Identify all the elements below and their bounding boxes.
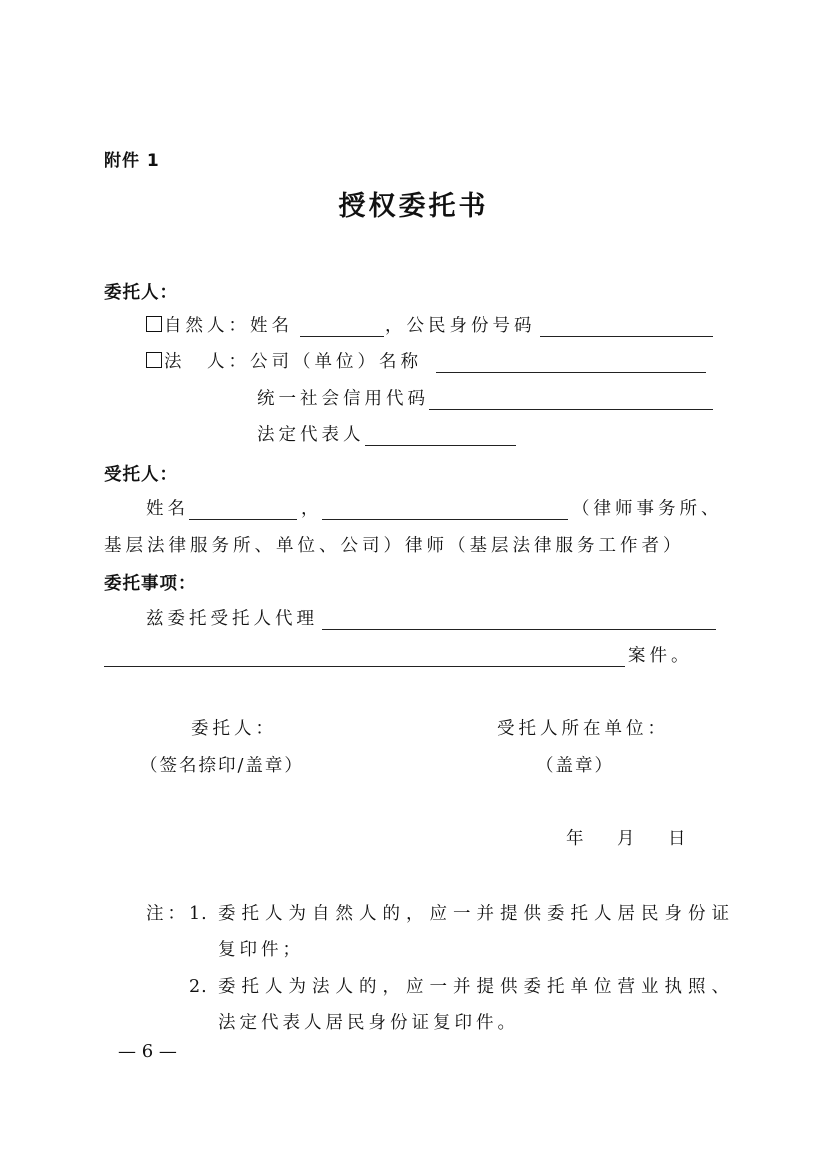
note-2-line-1: 委托人为法人的，应一并提供委托单位营业执照、 [218,977,735,997]
principal-heading: 委托人： [104,283,178,303]
document-title: 授权委托书 [338,191,489,222]
agent-unit-note: （盖章） [536,756,614,776]
agent-unit-label: 受托人所在单位： [497,719,669,739]
note-2-line-2: 法定代表人居民身份证复印件。 [218,1013,519,1033]
matter-heading: 委托事项： [104,574,197,594]
sign-date: 年 月 日 [566,829,694,849]
matter-suffix: 案件。 [628,646,693,666]
company-name-blank[interactable] [436,372,706,373]
note-2-number: 2. [189,977,208,997]
natural-person-label: 自然人：姓名 [164,316,293,336]
page-number: — 6 — [118,1041,177,1062]
agent-org-suffix: （律师事务所、 [572,499,723,519]
note-1-line-2: 复印件； [218,940,304,960]
attachment-label: 附件 1 [104,151,160,171]
legal-person-row [146,350,422,374]
legal-person-label: 法 人：公司（单位）名称 [164,352,422,372]
legal-person-checkbox[interactable] [146,352,162,368]
agent-name-blank[interactable] [189,519,297,520]
agent-line2: 基层法律服务所、单位、公司）律师（基层法律服务工作者） [104,536,685,556]
principal-sign-note: （签名捺印/盖章） [140,756,304,776]
natural-person-row [146,314,293,338]
legal-rep-blank[interactable] [365,445,516,446]
legal-rep-label: 法定代表人 [257,425,365,445]
name-blank[interactable] [300,336,384,337]
id-label: ，公民身份号码 [385,316,536,336]
matter-blank-2[interactable] [104,666,625,667]
natural-person-checkbox[interactable] [146,316,162,332]
agent-name-label: 姓名 [146,499,189,519]
credit-code-blank[interactable] [429,409,713,410]
matter-text: 兹委托受托人代理 [146,609,318,629]
id-number-blank[interactable] [540,336,713,337]
credit-code-label: 统一社会信用代码 [257,389,429,409]
matter-blank-1[interactable] [322,629,716,630]
notes-prefix: 注： [146,904,189,924]
agent-org-blank[interactable] [322,519,568,520]
agent-comma: ， [301,499,323,519]
agent-heading: 受托人： [104,465,178,485]
note-1-number: 1. [189,904,208,924]
principal-sign-label: 委托人： [191,719,277,739]
note-1-line-1: 委托人为自然人的，应一并提供委托人居民身份证 [218,904,735,924]
